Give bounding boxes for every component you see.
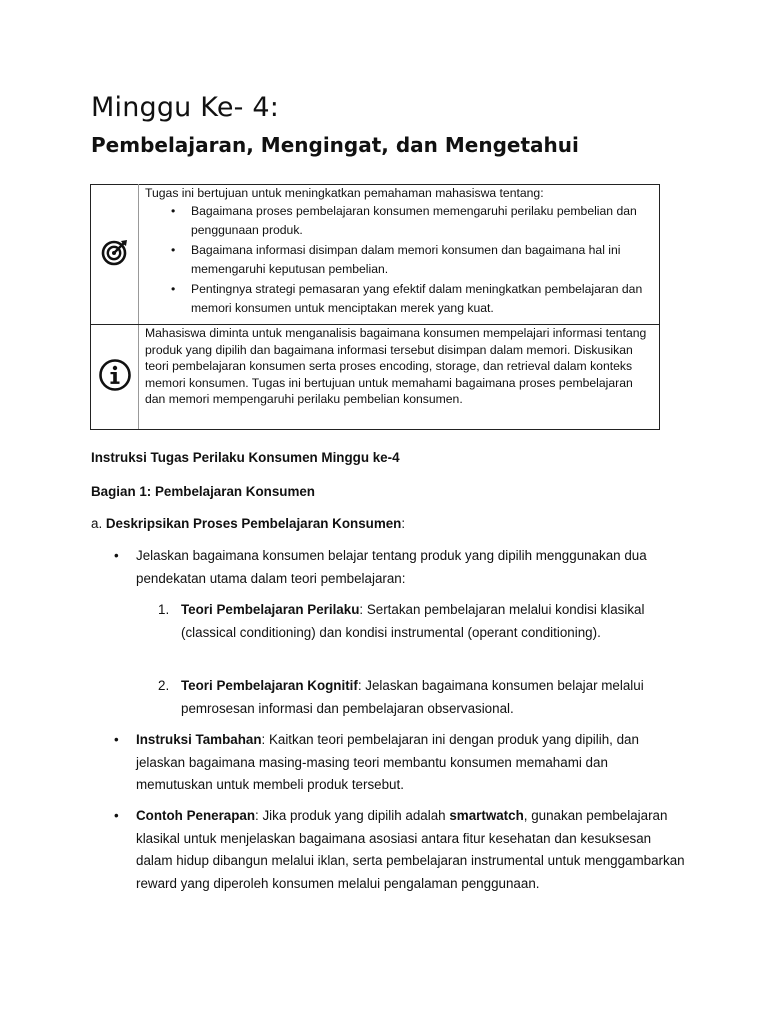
page-subtitle: Pembelajaran, Mengingat, dan Mengetahui bbox=[91, 133, 579, 157]
theory-text: : Sertakan pembelajaran melalui kondisi klasikal (classical conditioning) dan kondisi instrumental (operant conditioning). bbox=[181, 602, 645, 640]
theory-text: : Jelaskan bagaimana konsumen belajar melalui pemrosesan informasi dan pembelajaran observasional. bbox=[181, 678, 644, 716]
instructions-heading: Instruksi Tugas Perilaku Konsumen Minggu ke-4 bbox=[91, 450, 400, 465]
objectives-list bbox=[145, 202, 655, 320]
bullet2-title: Instruksi Tambahan bbox=[136, 732, 262, 747]
subsection-a-heading bbox=[91, 516, 405, 531]
theory-number: 2. bbox=[158, 678, 170, 693]
subsection-a-prefix: a. bbox=[91, 516, 106, 531]
info-icon-cell bbox=[91, 325, 139, 430]
theory-item bbox=[158, 675, 691, 720]
bullet3-text-b: , gunakan pembelajaran klasikal untuk menjelaskan bagaimana asosiasi antara fitur kesehatan dan kesuksesan dalam hidup dibangun melalui iklan, serta pembelajaran instrumental untuk menggambarkan reward yang diperoleh konsumen melalui pengalaman penggunaan. bbox=[136, 808, 685, 891]
bullet3-text-a: : Jika produk yang dipilih adalah bbox=[255, 808, 450, 823]
objectives-intro: Tugas ini bertujuan untuk meningkatkan pemahaman mahasiswa tentang: bbox=[145, 186, 544, 200]
objective-item: • Bagaimana proses pembelajaran konsumen memengaruhi perilaku pembelian dan penggunaan produk. bbox=[191, 202, 655, 241]
objective-item: • Bagaimana informasi disimpan dalam memori konsumen dan bagaimana hal ini memengaruhi keputusan pembelian. bbox=[191, 241, 655, 280]
info-row bbox=[91, 325, 660, 430]
target-icon-cell bbox=[91, 185, 139, 325]
bullet2-text: : Kaitkan teori pembelajaran ini dengan produk yang dipilih, dan jelaskan bagaimana masing-masing teori membantu konsumen memahami dan memutuskan untuk membeli produk tersebut. bbox=[136, 732, 639, 792]
bullet1-text: Jelaskan bagaimana konsumen belajar tentang produk yang dipilih menggunakan dua pendekatan utama dalam teori pembelajaran: bbox=[136, 548, 647, 586]
theory-item bbox=[158, 599, 691, 644]
list-item bbox=[114, 805, 686, 895]
list-item bbox=[114, 729, 686, 797]
part1-heading: Bagian 1: Pembelajaran Konsumen bbox=[91, 484, 315, 499]
target-icon bbox=[100, 237, 130, 267]
objectives-table bbox=[90, 184, 660, 430]
subsection-a-suffix: : bbox=[401, 516, 406, 531]
bullet3-bold: smartwatch bbox=[449, 808, 524, 823]
objective-item: • Pentingnya strategi pemasaran yang efektif dalam meningkatkan pembelajaran dan memori konsumen untuk menciptakan merek yang kuat. bbox=[191, 280, 655, 319]
info-icon bbox=[98, 358, 132, 392]
list-item bbox=[114, 545, 686, 590]
objectives-row bbox=[91, 185, 660, 325]
bullet-symbol: • bbox=[114, 808, 119, 823]
theory-title: Teori Pembelajaran Perilaku bbox=[181, 602, 360, 617]
bullet3-title: Contoh Penerapan bbox=[136, 808, 256, 823]
page-title: Minggu Ke- 4: bbox=[91, 92, 280, 123]
theory-number: 1. bbox=[158, 602, 170, 617]
bullet-symbol: • bbox=[114, 732, 119, 747]
info-text-cell: Mahasiswa diminta untuk menganalisis bagaimana konsumen mempelajari informasi tentang produk yang dipilih dan bagaimana informasi tersebut disimpan dalam memori. Diskusikan teori pembelajaran konsumen serta proses encoding, storage, dan retrieval dalam konteks memori konsumen. Tugas ini bertujuan untuk memahami bagaimana proses pembelajaran dan memori mempengaruhi perilaku pembelian konsumen. bbox=[139, 325, 660, 430]
theory-title: Teori Pembelajaran Kognitif bbox=[181, 678, 358, 693]
objectives-text-cell bbox=[139, 185, 660, 325]
subsection-a-title: Deskripsikan Proses Pembelajaran Konsumen bbox=[105, 516, 402, 531]
bullet-symbol: • bbox=[114, 548, 119, 563]
